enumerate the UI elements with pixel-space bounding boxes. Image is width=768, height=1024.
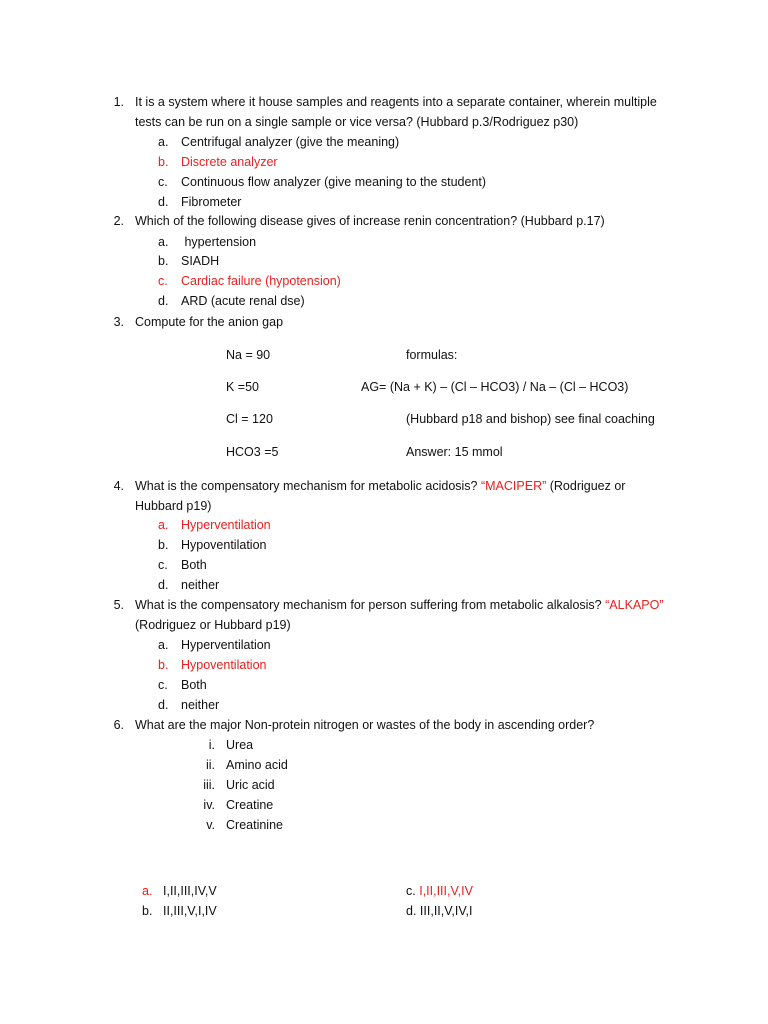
q1-option-d-text: Fibrometer — [181, 195, 242, 209]
q2-option-a-letter: a. — [158, 235, 169, 249]
q3-value-na: Na = 90 — [226, 348, 271, 362]
q6-choice-d-letter: d. — [406, 904, 417, 918]
q3-formula: AG= (Na + K) – (Cl – HCO3) / Na – (Cl – HCO3) — [361, 380, 629, 394]
question-3-text: Compute for the anion gap — [135, 315, 284, 329]
q6-choice-c-text: I,II,III,V,IV — [419, 884, 473, 898]
q6-item-5-text: Creatinine — [226, 818, 283, 832]
q4-option-d-text: neither — [181, 578, 220, 592]
q3-value-k: K =50 — [226, 380, 260, 394]
q1-option-a-letter: a. — [158, 135, 169, 149]
q4-option-a-letter: a. — [158, 518, 169, 532]
q1-option-c-text: Continuous flow analyzer (give meaning to the student) — [181, 175, 487, 189]
q2-option-b-text: SIADH — [181, 254, 220, 268]
q6-choice-a-letter: a. — [142, 884, 153, 898]
question-2-text: Which of the following disease gives of increase renin concentration? (Hubbard p.17) — [135, 214, 605, 228]
q6-item-4-roman: iv. — [203, 798, 215, 812]
q4-mnemonic: “MACIPER” — [480, 479, 547, 493]
q5-option-a-letter: a. — [158, 638, 169, 652]
q2-option-d-text: ARD (acute renal dse) — [181, 294, 305, 308]
q3-answer: Answer: 15 mmol — [406, 445, 503, 459]
q5-option-b-text: Hypoventilation — [181, 658, 267, 672]
q3-reference: (Hubbard p18 and bishop) see final coaching — [406, 412, 655, 426]
question-5-text-line2: (Rodriguez or Hubbard p19) — [135, 618, 291, 632]
q6-choice-b-letter: b. — [142, 904, 153, 918]
q6-choice-c — [406, 883, 473, 899]
question-2-number: 2. — [113, 214, 124, 228]
question-1-number: 1. — [113, 95, 124, 109]
q5-option-d-letter: d. — [158, 698, 169, 712]
q6-item-3-roman: iii. — [203, 778, 215, 792]
q4-text-pre: What is the compensatory mechanism for metabolic acidosis? — [135, 479, 481, 493]
q4-option-c-letter: c. — [158, 558, 168, 572]
q5-option-c-text: Both — [181, 678, 207, 692]
q6-item-2-roman: ii. — [205, 758, 215, 772]
q3-formulas-label: formulas: — [406, 348, 458, 362]
q1-option-d-letter: d. — [158, 195, 169, 209]
question-6-number: 6. — [113, 718, 124, 732]
q2-option-d-letter: d. — [158, 294, 169, 308]
question-5-text-line1 — [135, 597, 663, 613]
q2-option-a-text: hypertension — [181, 235, 257, 249]
q6-item-4-text: Creatine — [226, 798, 274, 812]
q6-choice-a-text: I,II,III,IV,V — [163, 884, 217, 898]
q4-option-b-text: Hypoventilation — [181, 538, 267, 552]
q6-choice-d — [406, 903, 473, 919]
q1-option-b-letter: b. — [158, 155, 169, 169]
q4-text-post: (Rodriguez or — [546, 479, 626, 493]
question-3-number: 3. — [113, 315, 124, 329]
q5-mnemonic: “ALKAPO” — [605, 598, 664, 612]
q4-option-c-text: Both — [181, 558, 207, 572]
q4-option-d-letter: d. — [158, 578, 169, 592]
q6-choice-d-text: III,II,V,IV,I — [419, 904, 473, 918]
q4-option-a-text: Hyperventilation — [181, 518, 271, 532]
q1-option-b-text: Discrete analyzer — [181, 155, 278, 169]
q3-value-hco3: HCO3 =5 — [226, 445, 279, 459]
q1-option-a-text: Centrifugal analyzer (give the meaning) — [181, 135, 400, 149]
q5-text-pre: What is the compensatory mechanism for person suffering from metabolic alkalosis? — [135, 598, 606, 612]
question-1-text-line2: tests can be run on a single sample or vice versa? (Hubbard p.3/Rodriguez p30) — [135, 115, 579, 129]
q6-item-5-roman: v. — [206, 818, 215, 832]
q2-option-c-text: Cardiac failure (hypotension) — [181, 274, 341, 288]
q6-choice-b-text: II,III,V,I,IV — [163, 904, 217, 918]
q5-option-a-text: Hyperventilation — [181, 638, 271, 652]
q6-item-2-text: Amino acid — [226, 758, 288, 772]
question-6-text: What are the major Non-protein nitrogen or wastes of the body in ascending order? — [135, 718, 595, 732]
q6-choice-c-letter: c. — [406, 884, 416, 898]
q5-option-b-letter: b. — [158, 658, 169, 672]
question-4-number: 4. — [113, 479, 124, 493]
question-1-text-line1: It is a system where it house samples and reagents into a separate container, wherein multiple — [135, 95, 657, 109]
q2-option-c-letter: c. — [158, 274, 168, 288]
question-4-text-line2: Hubbard p19) — [135, 499, 212, 513]
q3-value-cl: Cl = 120 — [226, 412, 273, 426]
q2-option-b-letter: b. — [158, 254, 169, 268]
q4-option-b-letter: b. — [158, 538, 169, 552]
question-5-number: 5. — [113, 598, 124, 612]
q5-option-c-letter: c. — [158, 678, 168, 692]
q5-option-d-text: neither — [181, 698, 220, 712]
q6-item-1-roman: i. — [208, 738, 215, 752]
q6-item-3-text: Uric acid — [226, 778, 275, 792]
q1-option-c-letter: c. — [158, 175, 168, 189]
question-4-text-line1 — [135, 478, 625, 494]
q6-item-1-text: Urea — [226, 738, 254, 752]
